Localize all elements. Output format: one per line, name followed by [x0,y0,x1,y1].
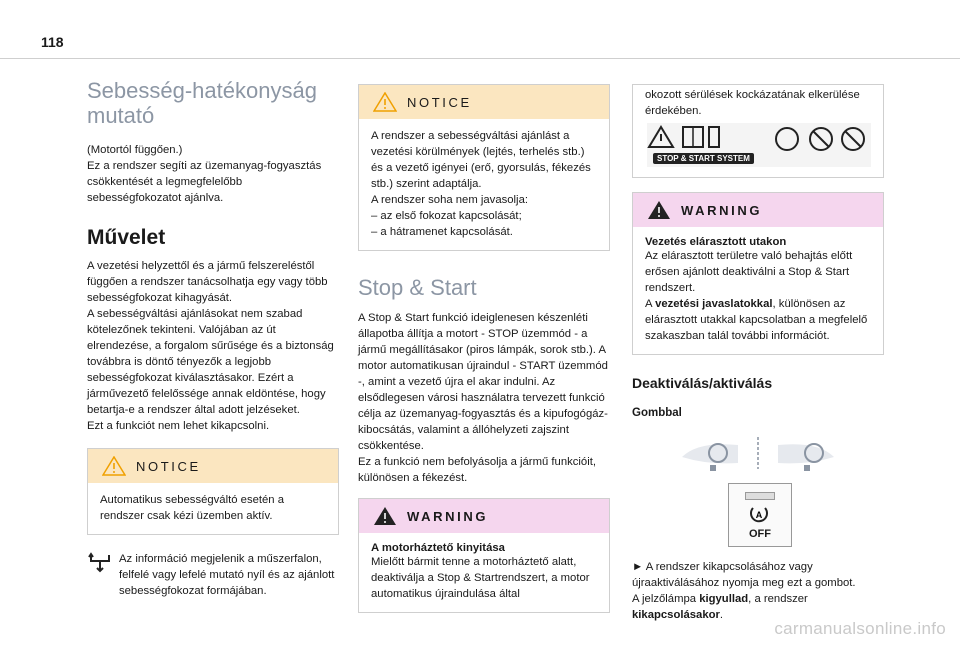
gear-shift-icon [87,551,113,573]
section-title-stop-start: Stop & Start [358,275,477,300]
notice-text: Automatikus sebességváltó esetén a rendszer csak kézi üzemben aktív. [100,494,284,522]
warning-triangle-icon [647,200,671,220]
dashboard-location-icon [678,433,838,473]
warning-box [358,498,610,613]
warning-text: Mielőtt bármit tenne a motorháztető alatt, deaktiválja a Stop & Startrendszert, a motor automatikus újraindulása által [371,556,590,600]
warning-text-bold: vezetési javaslatokkal [655,298,773,310]
section-title-operation: Művelet [87,226,166,249]
button-indicator-light [745,492,775,500]
stop-start-off-button[interactable] [728,483,792,547]
step-text [632,559,884,623]
svg-text:A: A [755,510,763,520]
column-2 [358,84,610,613]
auto-stop-icon [749,504,769,524]
warning-text-2 [645,248,871,344]
stop-start-symbols [647,123,871,167]
warning-text-part: Az elárasztott területre való behajtás előtt erősen ajánlott deaktiválni a Stop & Start rendszert. A [645,250,853,310]
warning-title: A motorháztető kinyitása [371,542,505,554]
section-title-deactivate: Deaktiválás/aktiválás [632,375,773,391]
notice-label-2: NOTICE [407,94,472,110]
warning-text-part: , különösen az elárasztott utakkal kapcsolatban a megfelelő szakaszban talál további információt. [645,298,868,342]
notice-box [87,448,339,535]
warning-title-2: Vezetés elárasztott utakon [645,236,787,248]
notice-label: NOTICE [136,458,201,474]
warning-label-2: WARNING [681,202,763,218]
page-number: 118 [41,34,64,50]
notice-box-2 [358,84,610,251]
watermark: carmanualsonline.info [774,619,946,638]
warning-triangle-icon [102,456,126,476]
column-3 [632,84,884,623]
column-1 [87,78,339,599]
step-text-part: , a rendszer [748,593,808,605]
info-row [87,551,339,599]
button-off-label: OFF [749,528,771,540]
continued-box [632,84,884,178]
notice-text-2: A rendszer a sebességváltási ajánlást a vezetési körülmények (lejtés, terhelés stb.) és a vezető igényei (erő, gyorsulás, fékezés stb.) szerint adaptálja. A rendszer soha nem javasolja: – az első fokozat kapcsolását; – a hátramenet kapcsolását. [371,130,591,238]
step-text-bold: kikapcsolásakor [632,609,720,621]
step-text-bold: kigyullad [699,593,749,605]
header-divider [0,58,960,59]
stop-start-badge: STOP & START SYSTEM [653,153,754,164]
operation-text: A vezetési helyzettől és a jármű felszereléstől függően a rendszer tanácsolhatja egy vagy több sebességfokozat kihagyását. A sebességváltási ajánlásokat nem szabad kötelezőnek tekinteni. Valójában az út elrendezése, a forgalom sűrűsége és a biztonság továbbra is döntő tényezők a legjobb sebességfokozat kiválasztásakor. Ezért a járművezető felelőssége annak eldöntése, hogy betartja-e a rendszer által adott jelzéseket. Ezt a funkciót nem lehet kikapcsolni. [87,260,334,432]
notice-header [88,449,338,483]
warning-header-2 [633,193,883,227]
section-title-efficiency: Sebesség-hatékonyság mutató [87,78,317,128]
stop-start-text: A Stop & Start funkció ideiglenesen készenléti állapotba állítja a motort - STOP üzemmód - a jármű megállításakor (piros lámpák, sorok stb.). A motor automatikusan újraindul - START üzemmód -, amint a vezető újra el akar indulni. Az elsődlegesen városi használatra tervezett funkció célja az üzemanyag-fogyasztás és a kipufogógáz-kibocsátás, valamint a állóhelyzeti zajszint csökkentése. Ez a funkció nem befolyásolja a jármű funkcióit, különösen a fékezést. [358,312,608,484]
warning-label: WARNING [407,508,489,524]
sub-title-button: Gombbal [632,407,682,419]
warning-triangle-icon [373,506,397,526]
step-text-part: ► A rendszer kikapcsolásához vagy újraaktiválásához nyomja meg ezt a gombot. A jelzőlámpa [632,561,856,605]
info-text: Az információ megjelenik a műszerfalon, felfelé vagy lefelé mutató nyíl és az ajánlott sebességfokozat formájában. [119,553,335,597]
warning-box-2 [632,192,884,355]
step-text-part: . [719,609,724,621]
intro-text: (Motortól függően.) Ez a rendszer segíti az üzemanyag-fogyasztás csökkentését a legmegfelelőbb sebességfokozatot ajánlva. [87,144,322,204]
notice-header-2 [359,85,609,119]
warning-header [359,499,609,533]
continued-text: okozott sérülések kockázatának elkerülése érdekében. [645,89,860,117]
warning-triangle-icon [373,92,397,112]
